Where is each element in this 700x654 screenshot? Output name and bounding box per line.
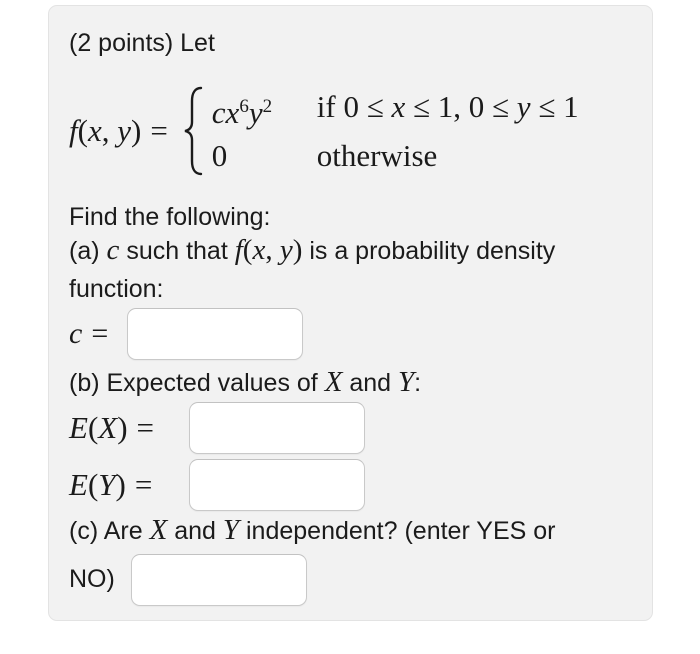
equals-sign: = [150, 113, 168, 148]
no-label: NO) [69, 565, 115, 593]
left-brace [181, 85, 203, 177]
var-y: Y [222, 514, 240, 546]
part-c-text: (c) Are X and Y independent? (enter YES or [69, 514, 556, 546]
var-y: Y [398, 366, 415, 398]
piecewise-condition-2: otherwise [316, 138, 438, 173]
part-a-text: (a) c such that f(x, y) is a probability density [69, 234, 556, 266]
var-x: X [324, 366, 343, 398]
piecewise-value-1: $cx^6y^2$ [211, 95, 273, 130]
ex-label: E ( X ) = [69, 409, 155, 445]
piecewise-function [69, 85, 579, 177]
independent-answer-input[interactable] [131, 554, 307, 606]
piecewise-value-2: 0 [211, 138, 228, 173]
part-a-text-line2: function: [69, 275, 164, 303]
piecewise-condition-1: if 0 ≤ x ≤ 1, 0 ≤ y ≤ 1 [316, 89, 579, 124]
find-heading [69, 202, 271, 233]
c-label: c = [69, 316, 109, 350]
var-x: X [149, 514, 168, 546]
answer-row-ex [69, 400, 365, 455]
answer-row-c [69, 306, 303, 361]
fxy-inline: f(x, y) [234, 234, 303, 266]
find-heading-text: Find the following: [69, 203, 271, 231]
piecewise-cases [212, 85, 579, 177]
ex-answer-input[interactable] [189, 402, 365, 454]
var-c: c [106, 234, 120, 266]
answer-row-ey [69, 457, 365, 512]
function-lhs: f(x, y) [69, 113, 142, 148]
ey-answer-input[interactable] [189, 459, 365, 511]
ey-label: E ( Y ) = [69, 466, 153, 502]
points-header-text: (2 points) Let [69, 29, 215, 57]
part-b-text: (b) Expected values of X and Y: [69, 366, 422, 398]
answer-row-independent [69, 552, 307, 607]
points-header [69, 28, 215, 59]
c-answer-input[interactable] [127, 308, 303, 360]
problem-card [48, 5, 653, 621]
